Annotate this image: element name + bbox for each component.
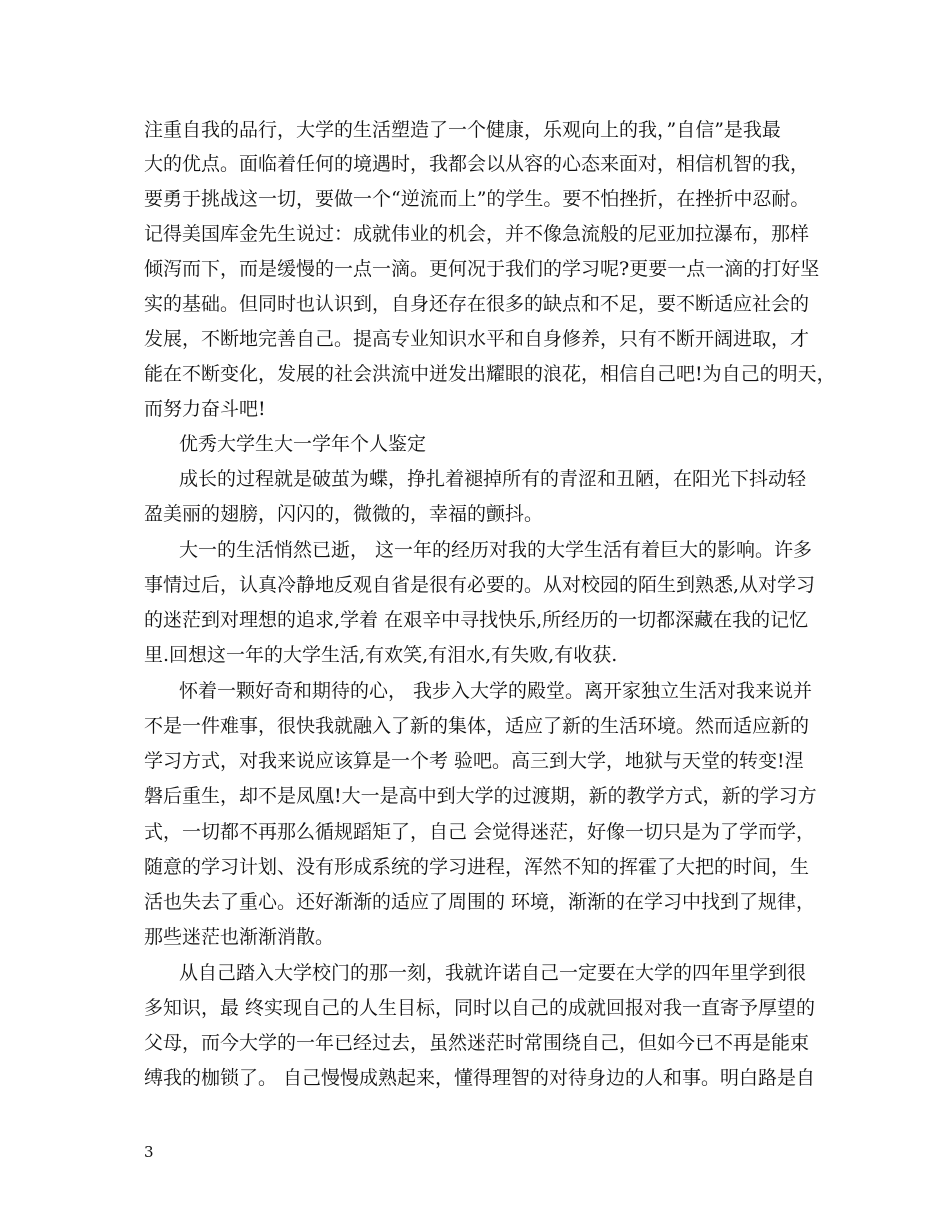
- text-line: 而努力奋斗吧!: [144, 398, 266, 420]
- text-line: 里.回想这一年的大学生活,有欢笑,有泪水,有失败,有收获.: [144, 644, 618, 666]
- text-line: 要勇于挑战这一切，要做一个“逆流而上”的学生。要不怕挫折，在挫折中忍耐。: [144, 188, 810, 210]
- text-line: 父母，而今大学的一年已经过去，虽然迷茫时常围绕自己，但如今已不再是能束: [144, 1032, 810, 1054]
- text-line: 能在不断变化，发展的社会洪流中迸发出耀眼的浪花，相信自己吧!为自己的明天，: [144, 363, 836, 385]
- text-line: 记得美国库金先生说过：成就伟业的机会，并不像急流般的尼亚加拉瀑布，那样: [144, 223, 810, 245]
- section-heading: 优秀大学生大一学年个人鉴定: [179, 433, 427, 455]
- text-line: 随意的学习计划、没有形成系统的学习进程，浑然不知的挥霍了大把的时间，生: [144, 856, 810, 878]
- text-line: 发展，不断地完善自己。提高专业知识水平和自身修养，只有不断开阔进取，才: [144, 328, 810, 350]
- text-line: 从自己踏入大学校门的那一刻，我就许诺自己一定要在大学的四年里学到很: [179, 962, 807, 984]
- text-line: 实的基础。但同时也认识到，自身还存在很多的缺点和不足，要不断适应社会的: [144, 293, 810, 315]
- text-line: 学习方式，对我来说应该算是一个考 验吧。高三到大学，地狱与天堂的转变!涅: [144, 750, 804, 772]
- text-line: 活也失去了重心。还好渐渐的适应了周围的 环境，渐渐的在学习中找到了规律，: [144, 891, 816, 913]
- text-line: 怀着一颗好奇和期待的心， 我步入大学的殿堂。离开家独立生活对我来说并: [179, 680, 813, 702]
- text-line: 那些迷茫也渐渐消散。: [144, 926, 335, 948]
- text-line: 的迷茫到对理想的追求,学着 在艰辛中寻找快乐,所经历的一切都深藏在我的记忆: [144, 609, 809, 631]
- text-line: 磐后重生，却不是凤凰!大一是高中到大学的过渡期，新的教学方式，新的学习方: [144, 785, 817, 807]
- text-line: 注重自我的品行，大学的生活塑造了一个健康，乐观向上的我，”自信”是我最: [144, 119, 781, 141]
- text-line: 成长的过程就是破茧为蝶，挣扎着褪掉所有的青涩和丑陋，在阳光下抖动轻: [179, 468, 807, 490]
- text-line: 大的优点。面临着任何的境遇时，我都会以从容的心态来面对，相信机智的我，: [144, 153, 810, 175]
- text-line: 缚我的枷锁了。 自己慢慢成熟起来，懂得理智的对待身边的人和事。明白路是自: [144, 1067, 816, 1089]
- text-line: 倾泻而下，而是缓慢的一点一滴。更何况于我们的学习呢?更要一点一滴的打好坚: [144, 258, 820, 280]
- text-line: 盈美丽的翅膀，闪闪的，微微的，幸福的颤抖。: [144, 503, 544, 525]
- page-number: 3: [144, 1143, 154, 1161]
- text-line: 多知识，最 终实现自己的人生目标，同时以自己的成就回报对我一直寄予厚望的: [144, 997, 816, 1019]
- text-line: 不是一件难事，很快我就融入了新的集体，适应了新的生活环境。然而适应新的: [144, 715, 810, 737]
- text-line: 事情过后，认真冷静地反观自省是很有必要的。从对校园的陌生到熟悉,从对学习: [144, 574, 816, 596]
- text-line: 大一的生活悄然已逝， 这一年的经历对我的大学生活有着巨大的影响。许多: [179, 539, 813, 561]
- text-line: 式，一切都不再那么循规蹈矩了，自己 会觉得迷茫，好像一切只是为了学而学，: [144, 821, 816, 843]
